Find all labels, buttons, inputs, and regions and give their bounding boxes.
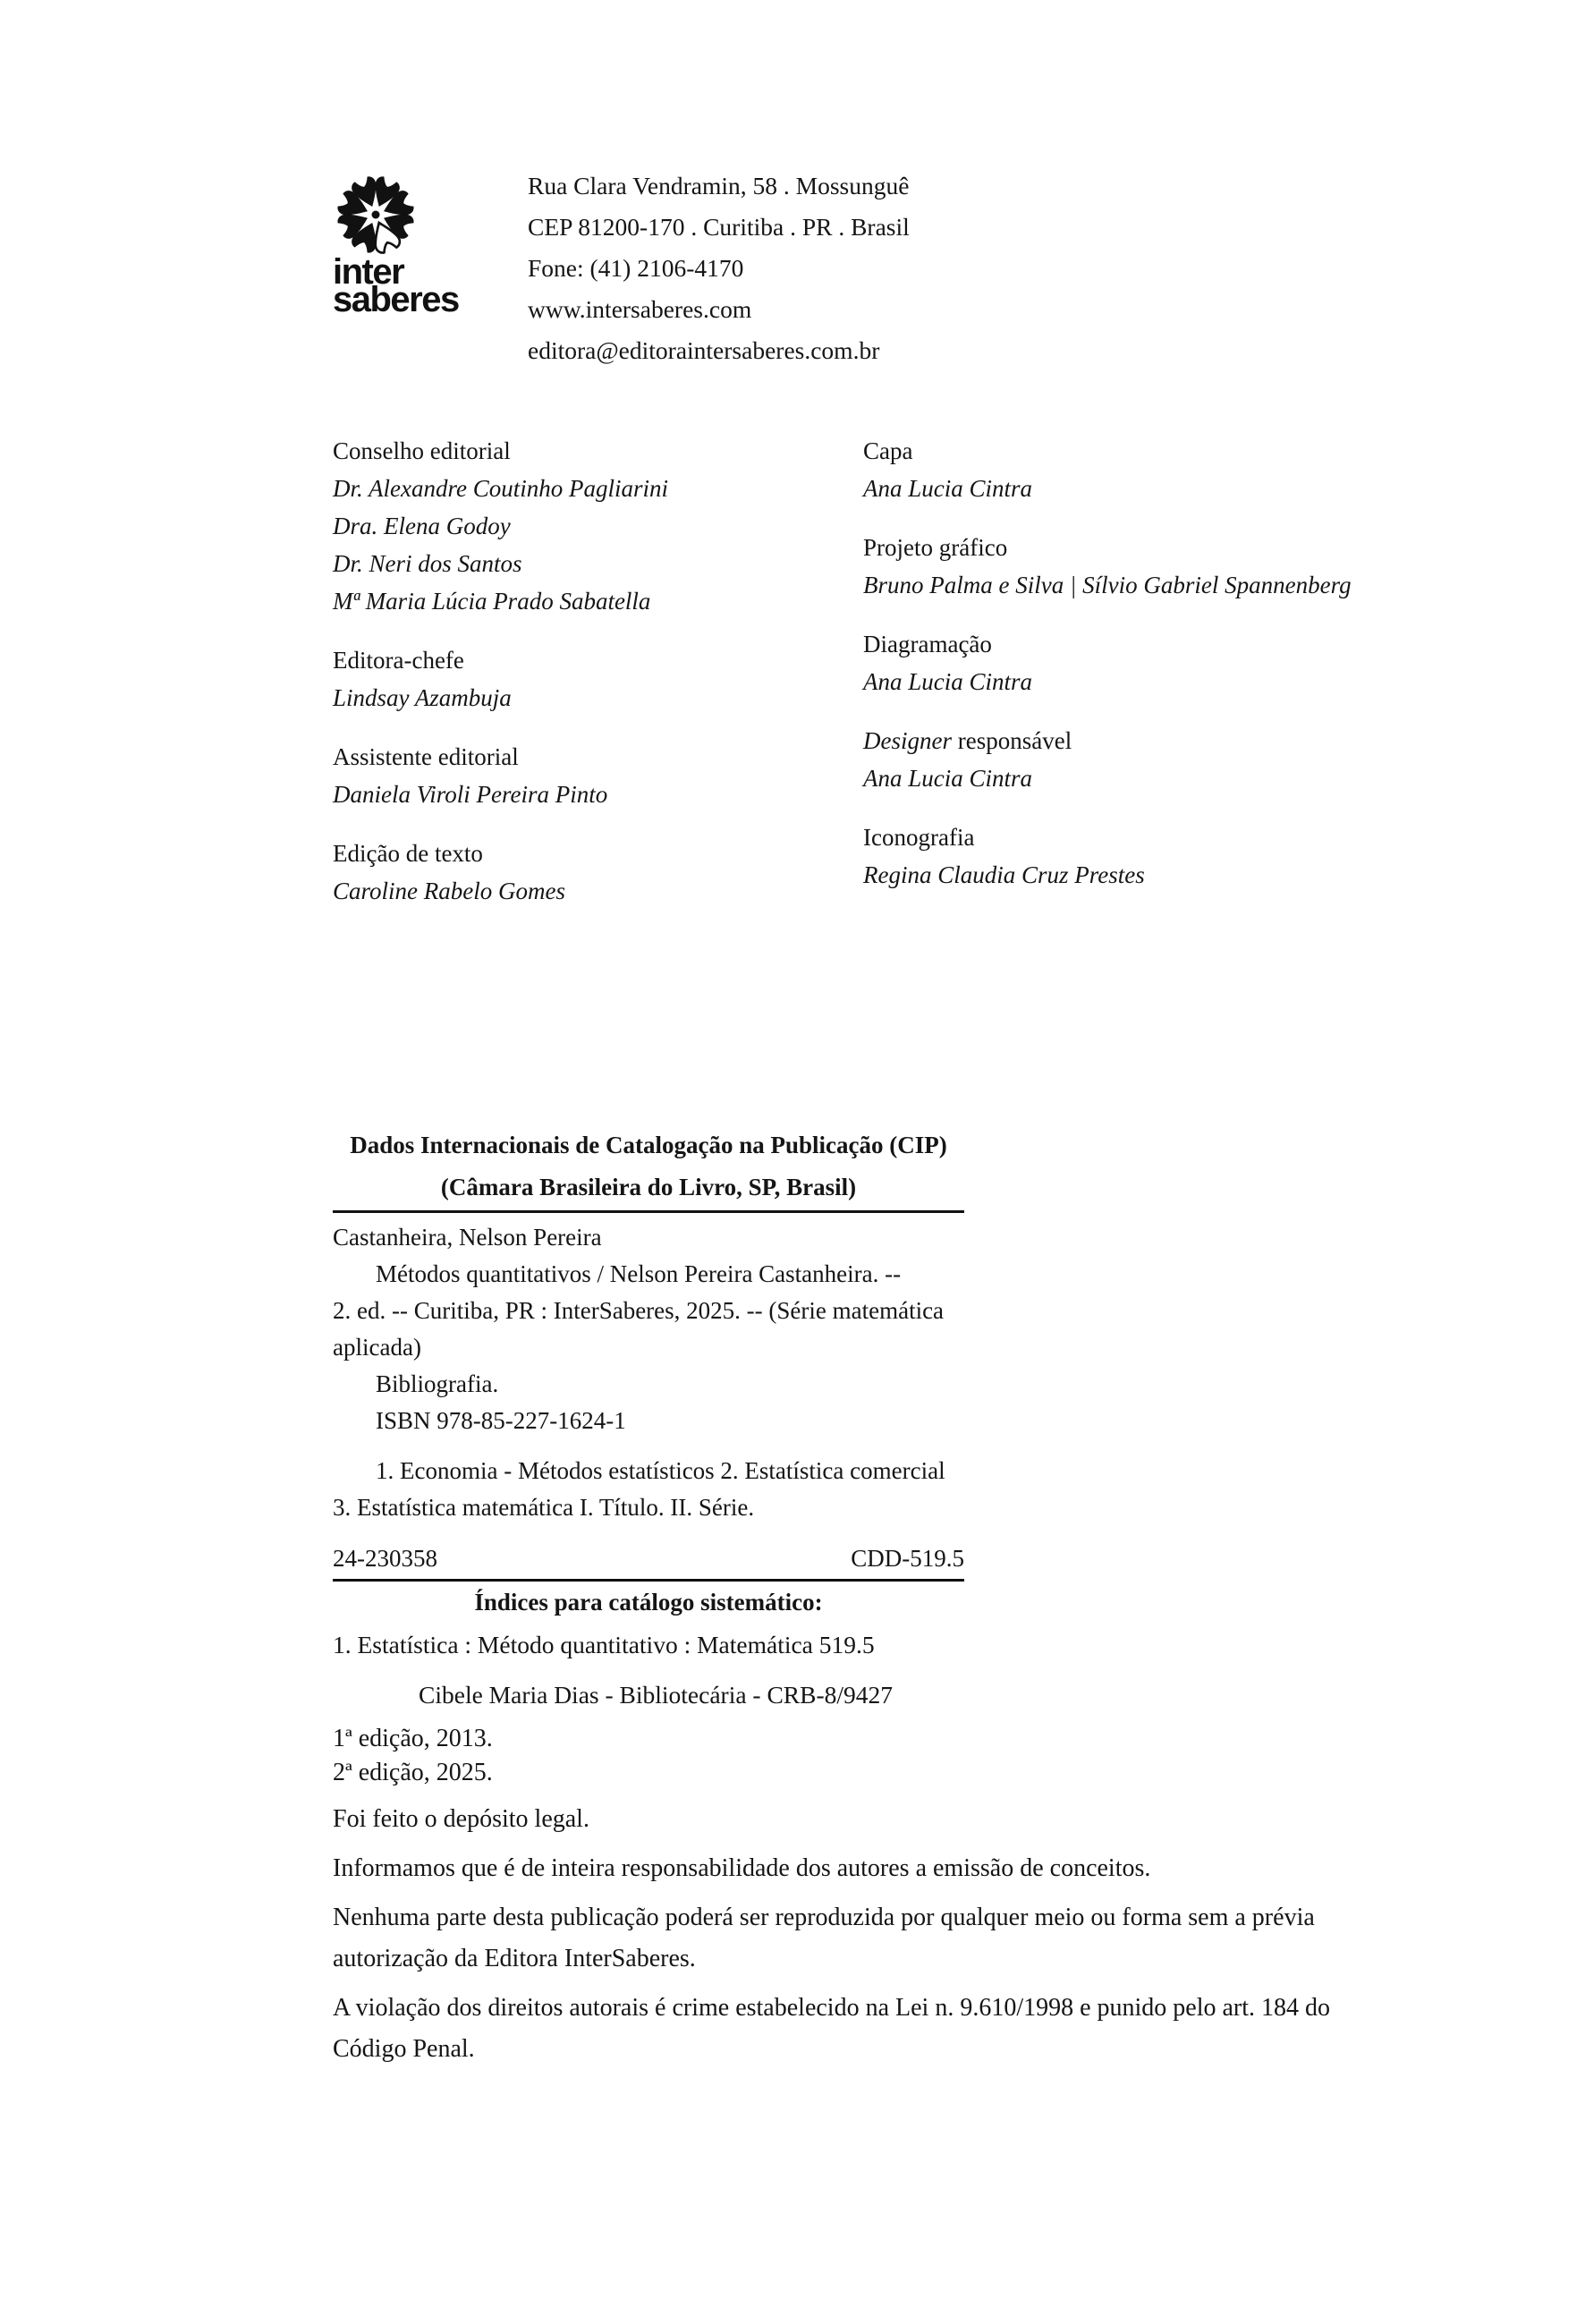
credit-person-name: Dr. Alexandre Coutinho Pagliarini [333, 475, 668, 502]
librarian-credit: Cibele Maria Dias - Bibliotecária - CRB-8/9427 [419, 1681, 894, 1709]
credit-role-label: Diagramação [863, 631, 992, 657]
contact-line: Rua Clara Vendramin, 58 . Mossunguê [528, 172, 910, 199]
credit-group [333, 835, 852, 910]
contact-line: editora@editoraintersaberes.com.br [528, 336, 880, 364]
credit-group [863, 432, 1382, 507]
cip-entry-line: aplicada) [333, 1334, 421, 1361]
legal-block [333, 1722, 1352, 2078]
credit-person-name: Regina Claudia Cruz Prestes [863, 861, 1145, 888]
logo-wordmark [333, 252, 528, 319]
publisher-contact [528, 165, 910, 371]
legal-paragraph: A violação dos direitos autorais é crime estabelecido na Lei n. 9.610/1998 e punido pelo art. 184 do Código Penal. [333, 1994, 1331, 2063]
cip-index-title: Índices para catálogo sistemático: [474, 1589, 823, 1616]
credit-role-label: Projeto gráfico [863, 534, 1008, 561]
credit-group [333, 738, 852, 813]
contact-line: Fone: (41) 2106-4170 [528, 254, 744, 282]
credit-person-name: Ana Lucia Cintra [863, 668, 1033, 695]
cip-entry-line: Castanheira, Nelson Pereira [333, 1224, 602, 1251]
credit-person-name: Dra. Elena Godoy [333, 513, 511, 539]
credit-person-name: Ana Lucia Cintra [863, 475, 1033, 502]
credit-group [863, 722, 1382, 797]
credit-person-name: Daniela Viroli Pereira Pinto [333, 781, 608, 808]
credit-group [863, 625, 1382, 700]
credit-group [333, 641, 852, 717]
publisher-header [333, 165, 910, 371]
credit-role-label: Capa [863, 437, 913, 464]
cip-record-number: 24-230358 [333, 1545, 437, 1572]
credit-group [333, 432, 852, 620]
legal-paragraph: 2ª edição, 2025. [333, 1759, 493, 1786]
credits-right-column [863, 432, 1382, 915]
legal-paragraph: Foi feito o depósito legal. [333, 1805, 589, 1833]
credit-group [863, 818, 1382, 894]
credit-group [863, 529, 1382, 604]
cip-id-row [333, 1539, 964, 1577]
legal-paragraph: Informamos que é de inteira responsabilidade dos autores a emissão de conceitos. [333, 1854, 1151, 1882]
legal-paragraph: 1ª edição, 2013. [333, 1725, 493, 1752]
intersaberes-logo [333, 165, 528, 371]
credit-person-name: Caroline Rabelo Gomes [333, 878, 565, 904]
legal-paragraph: Nenhuma parte desta publicação poderá ser reproduzida por qualquer meio ou forma sem a prévia autorização da Editora InterSaberes. [333, 1904, 1315, 1972]
credit-role-label: Conselho editorial [333, 437, 511, 464]
cip-entry-line: ISBN 978-85-227-1624-1 [376, 1407, 626, 1434]
contact-line: www.intersaberes.com [528, 295, 752, 323]
credit-person-name: Ana Lucia Cintra [863, 765, 1033, 792]
cip-box [333, 1124, 964, 1621]
catalog-index [333, 1626, 893, 1713]
credits-left-column [333, 432, 852, 931]
credit-role-label: Iconografia [863, 824, 975, 851]
contact-line: CEP 81200-170 . Curitiba . PR . Brasil [528, 213, 910, 241]
cip-entry [333, 1215, 964, 1526]
cip-entry-line: 3. Estatística matemática I. Título. II. Série. [333, 1494, 755, 1521]
credit-person-name: Mª Maria Lúcia Prado Sabatella [333, 588, 651, 615]
credit-role-label: Assistente editorial [333, 743, 519, 770]
credit-role-label: Edição de texto [333, 840, 483, 867]
cip-entry-line: 2. ed. -- Curitiba, PR : InterSaberes, 2025. -- (Série matemática [333, 1297, 945, 1324]
cip-entry-line: Métodos quantitativos / Nelson Pereira Castanheira. -- [376, 1260, 902, 1287]
logo-word-saberes: saberes [333, 280, 459, 319]
flower-pinwheel-icon [335, 174, 416, 255]
catalog-index-entry: 1. Estatística : Método quantitativo : Matemática 519.5 [333, 1631, 875, 1658]
cip-cdd-number: CDD-519.5 [851, 1545, 964, 1572]
credit-person-name: Bruno Palma e Silva | Sílvio Gabriel Spannenberg [863, 572, 1352, 598]
cip-title-line1: Dados Internacionais de Catalogação na Publicação (CIP) [350, 1132, 947, 1158]
credit-role-label-em: Designer [863, 727, 952, 754]
credit-person-name: Lindsay Azambuja [333, 684, 512, 711]
credit-role-label: Editora-chefe [333, 647, 464, 674]
cip-title-line2: (Câmara Brasileira do Livro, SP, Brasil) [440, 1174, 857, 1200]
cip-top-rule [333, 1210, 964, 1213]
credit-person-name: Dr. Neri dos Santos [333, 550, 522, 577]
cip-entry-line: 1. Economia - Métodos estatísticos 2. Estatística comercial [376, 1457, 945, 1484]
credit-role-label: Designer responsável [863, 727, 1072, 754]
cip-entry-line: Bibliografia. [376, 1370, 499, 1397]
logo-word-inter: inter [333, 252, 404, 292]
cip-bottom-rule [333, 1579, 964, 1582]
